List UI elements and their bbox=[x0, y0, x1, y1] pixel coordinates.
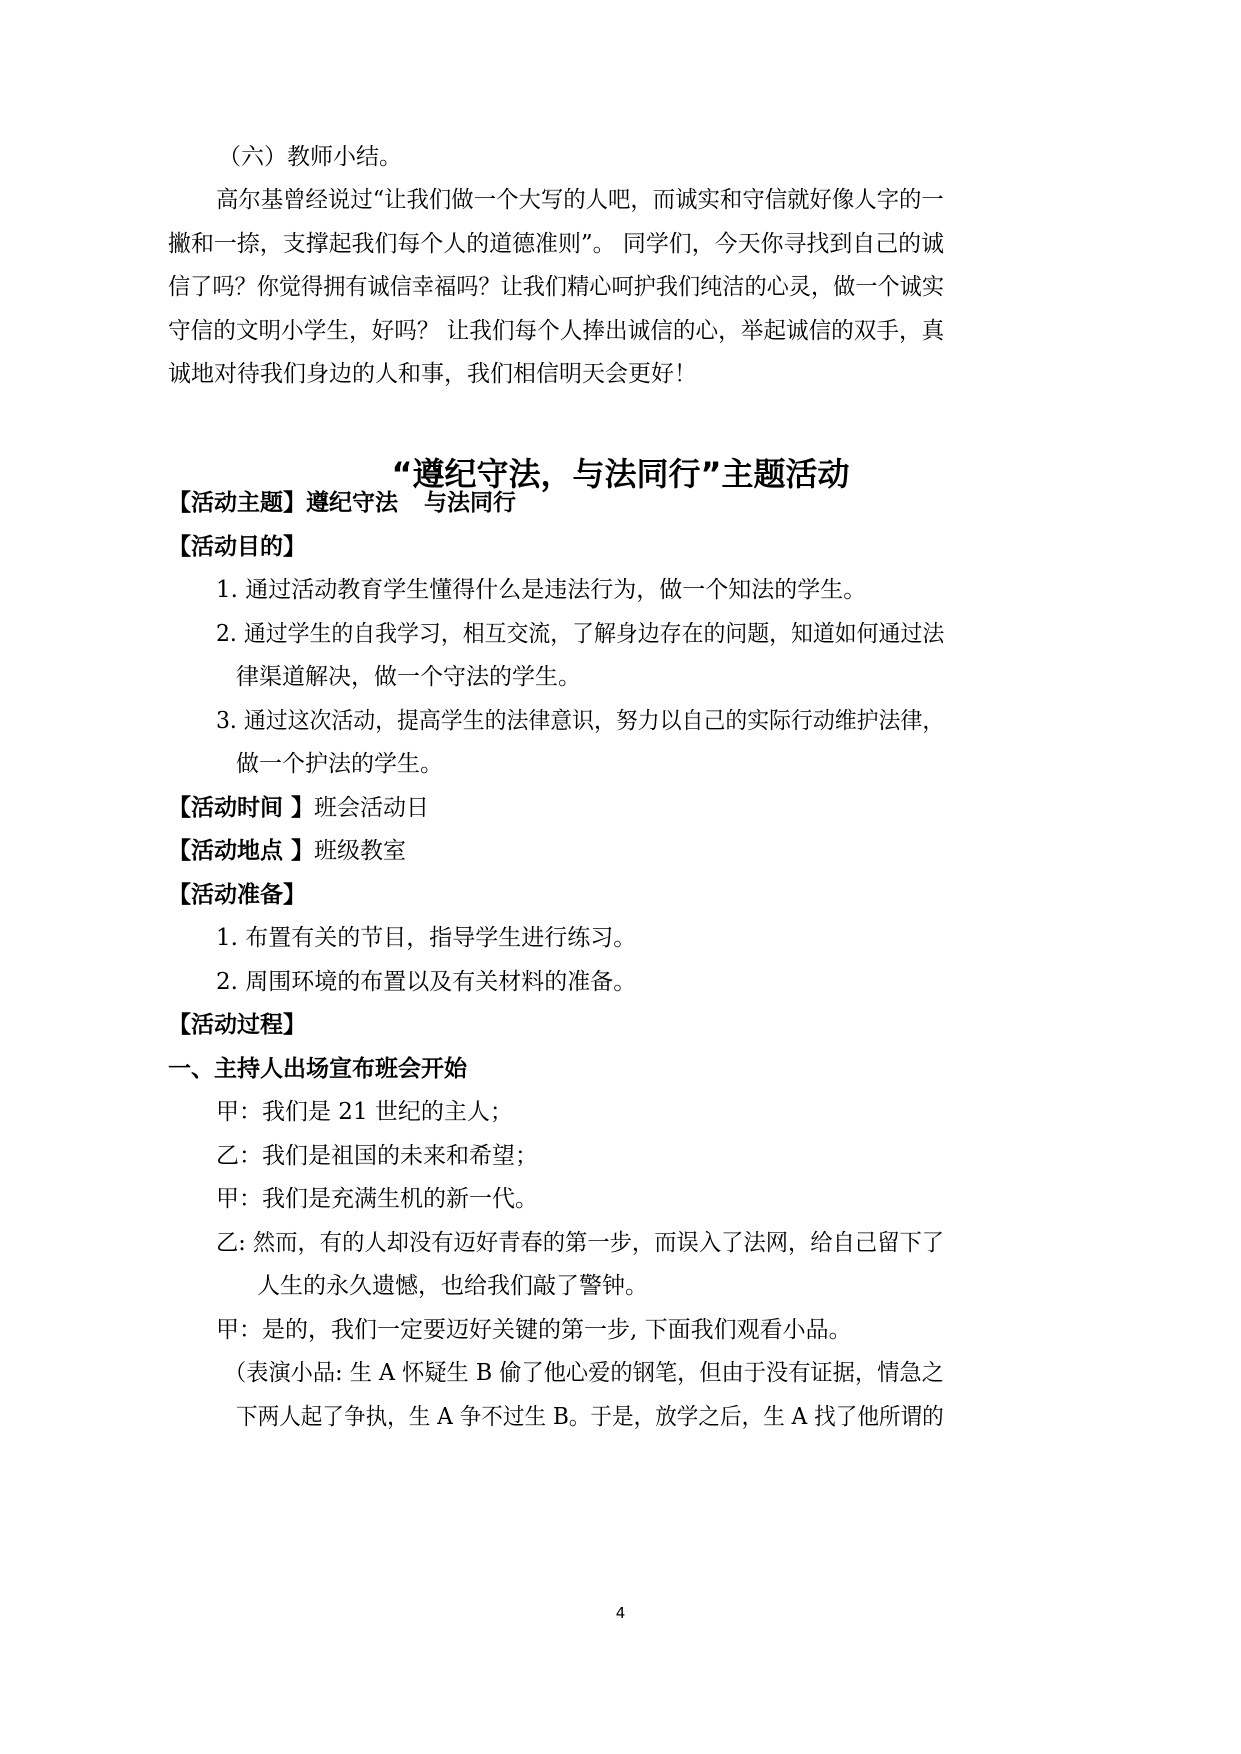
goal-line-5: 做一个护法的学生。 bbox=[236, 751, 443, 777]
dialogue-line-2: 乙：我们是祖国的未来和希望； bbox=[216, 1143, 538, 1169]
summary-line-text: 高尔基曾经说过“让我们做一个大写的人吧，而诚实和守信就好像人字的一 bbox=[216, 187, 944, 213]
dialogue-line-4: 乙: 然而，有的人却没有迈好青春的第一步，而误入了法网，给自己留下了 bbox=[216, 1230, 945, 1256]
theme-line bbox=[168, 488, 516, 518]
summary-line-1 bbox=[216, 185, 944, 215]
summary-heading: （六）教师小结。 bbox=[218, 144, 402, 170]
theme-label: 【活动主题】遵纪守法 bbox=[168, 490, 398, 516]
place-value: 班级教室 bbox=[314, 838, 407, 864]
theme-value: 与法同行 bbox=[424, 490, 516, 516]
goal-label: 【活动目的】 bbox=[168, 534, 306, 560]
prep-label: 【活动准备】 bbox=[168, 882, 306, 908]
dialogue-line-8: 下两人起了争执，生 A 争不过生 B。于是，放学之后，生 A 找了他所谓的 bbox=[236, 1404, 944, 1430]
dialogue-line-6: 甲：是的，我们一定要迈好关键的第一步, 下面我们观看小品。 bbox=[216, 1317, 852, 1343]
process-label: 【活动过程】 bbox=[168, 1012, 306, 1038]
dialogue-line-1: 甲：我们是 21 世纪的主人； bbox=[216, 1099, 513, 1125]
prep-line-2: 2. 周围环境的布置以及有关材料的准备。 bbox=[216, 969, 637, 995]
summary-line-5: 诚地对待我们身边的人和事，我们相信明天会更好！ bbox=[168, 361, 697, 387]
goal-line-4: 3. 通过这次活动，提高学生的法律意识，努力以自己的实际行动维护法律， bbox=[216, 708, 945, 734]
page-number: 4 bbox=[615, 1604, 626, 1622]
dialogue-line-7: （表演小品: 生 A 怀疑生 B 偷了他心爱的钢笔，但由于没有证据，情急之 bbox=[224, 1360, 944, 1386]
dialogue-line-3: 甲：我们是充满生机的新一代。 bbox=[216, 1186, 538, 1212]
dialogue-line-5: 人生的永久遗憾，也给我们敲了警钟。 bbox=[257, 1273, 648, 1299]
summary-line-2: 撇和一捺，支撑起我们每个人的道德准则”。 同学们，今天你寻找到自己的诚 bbox=[168, 231, 945, 257]
summary-line-4: 守信的文明小学生，好吗？ 让我们每个人捧出诚信的心，举起诚信的双手，真 bbox=[168, 318, 945, 344]
goal-line-2: 2. 通过学生的自我学习，相互交流，了解身边存在的问题，知道如何通过法 bbox=[216, 621, 945, 647]
place-label: 【活动地点 】 bbox=[168, 838, 315, 864]
prep-line-1: 1. 布置有关的节目，指导学生进行练习。 bbox=[216, 925, 637, 951]
place-line bbox=[168, 836, 406, 866]
section-1-heading: 一、主持人出场宣布班会开始 bbox=[168, 1056, 467, 1082]
time-line bbox=[168, 793, 429, 823]
time-label: 【活动时间 】 bbox=[168, 795, 315, 821]
goal-line-1: 1. 通过活动教育学生懂得什么是违法行为，做一个知法的学生。 bbox=[216, 577, 867, 603]
summary-line-3: 信了吗？你觉得拥有诚信幸福吗？让我们精心呵护我们纯洁的心灵，做一个诚实 bbox=[168, 274, 945, 300]
time-value: 班会活动日 bbox=[314, 795, 430, 821]
goal-line-3: 律渠道解决，做一个守法的学生。 bbox=[236, 664, 581, 690]
activity-title: “遵纪守法，与法同行”主题活动 bbox=[391, 455, 850, 493]
